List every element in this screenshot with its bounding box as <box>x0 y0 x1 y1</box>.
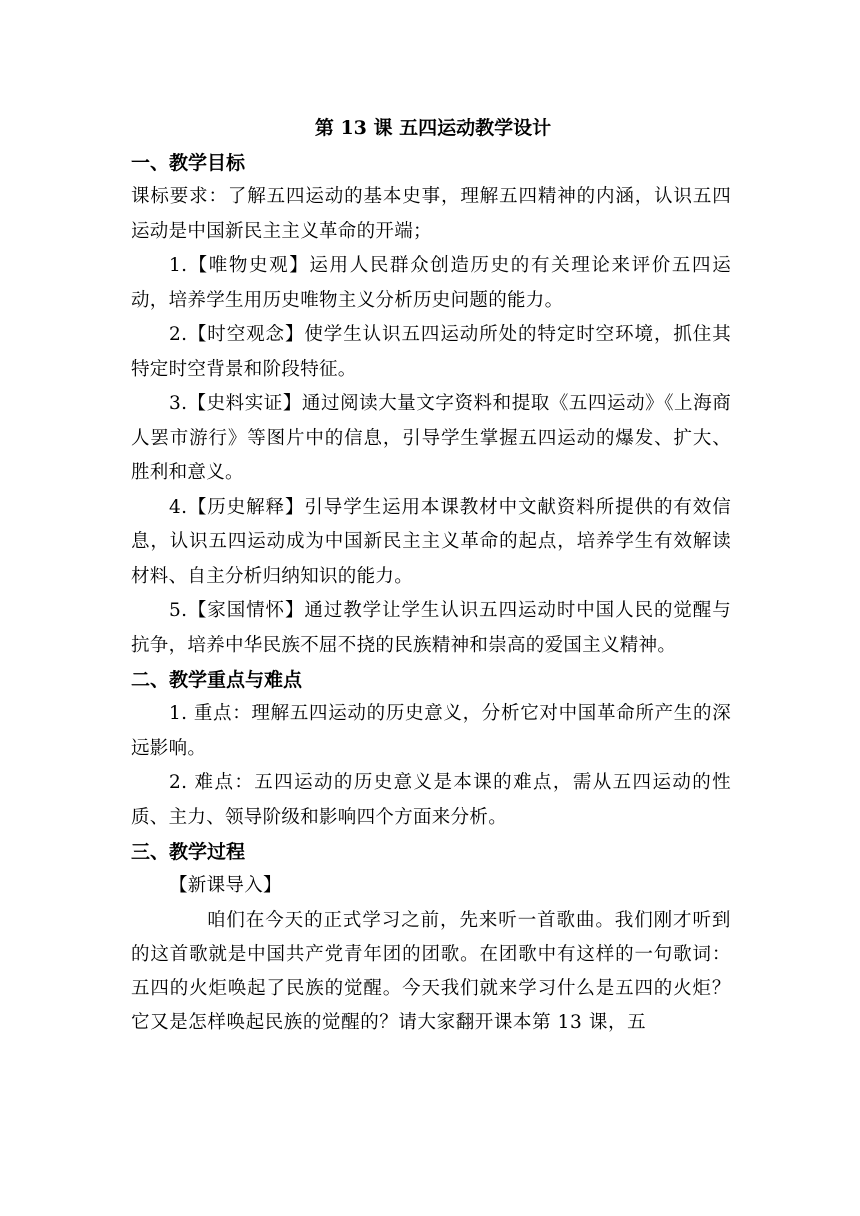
document-title: 第 13 课 五四运动教学设计 <box>314 117 552 139</box>
intro-narrative: 咱们在今天的正式学习之前，先来听一首歌曲。我们刚才听到的这首歌就是中国共产党青年团的团歌。在团歌中有这样的一句歌词：五四的火炬唤起了民族的觉醒。今天我们就来学习什么是五四的火炬？它又是怎样唤起民族的觉醒的？请大家翻开课本第 13 课，五 <box>131 909 731 1033</box>
section-heading-process: 三、教学过程 <box>131 841 246 863</box>
document-page <box>131 110 731 1040</box>
goal-item-2: 2.【时空观念】使学生认识五四运动所处的特定时空环境，抓住其特定时空背景和阶段特征。 <box>131 324 731 380</box>
goal-item-3: 3.【史料实证】通过阅读大量文字资料和提取《五四运动》《上海商人罢市游行》等图片中的信息，引导学生掌握五四运动的爆发、扩大、胜利和意义。 <box>131 393 731 483</box>
section-heading-key-points: 二、教学重点与难点 <box>131 669 303 691</box>
key-point-item-1: 1. 重点：理解五四运动的历史意义，分析它对中国革命所产生的深远影响。 <box>131 703 731 759</box>
goal-item-1: 1.【唯物史观】运用人民群众创造历史的有关理论来评价五四运动，培养学生用历史唯物主义分析历史问题的能力。 <box>131 255 731 311</box>
section-heading-goals: 一、教学目标 <box>131 152 246 174</box>
key-point-item-2: 2. 难点：五四运动的历史意义是本课的难点，需从五四运动的性质、主力、领导阶级和影响四个方面来分析。 <box>131 772 731 828</box>
goal-item-5: 5.【家国情怀】通过教学让学生认识五四运动时中国人民的觉醒与抗争，培养中华民族不屈不挠的民族精神和崇高的爱国主义精神。 <box>131 600 731 656</box>
goal-item-4: 4.【历史解释】引导学生运用本课教材中文献资料所提供的有效信息，认识五四运动成为中国新民主主义革命的起点，培养学生有效解读材料、自主分析归纳知识的能力。 <box>131 496 731 587</box>
curriculum-requirement: 课标要求：了解五四运动的基本史事，理解五四精神的内涵，认识五四运动是中国新民主主义革命的开端； <box>131 186 731 242</box>
process-sub-heading: 【新课导入】 <box>169 875 282 896</box>
